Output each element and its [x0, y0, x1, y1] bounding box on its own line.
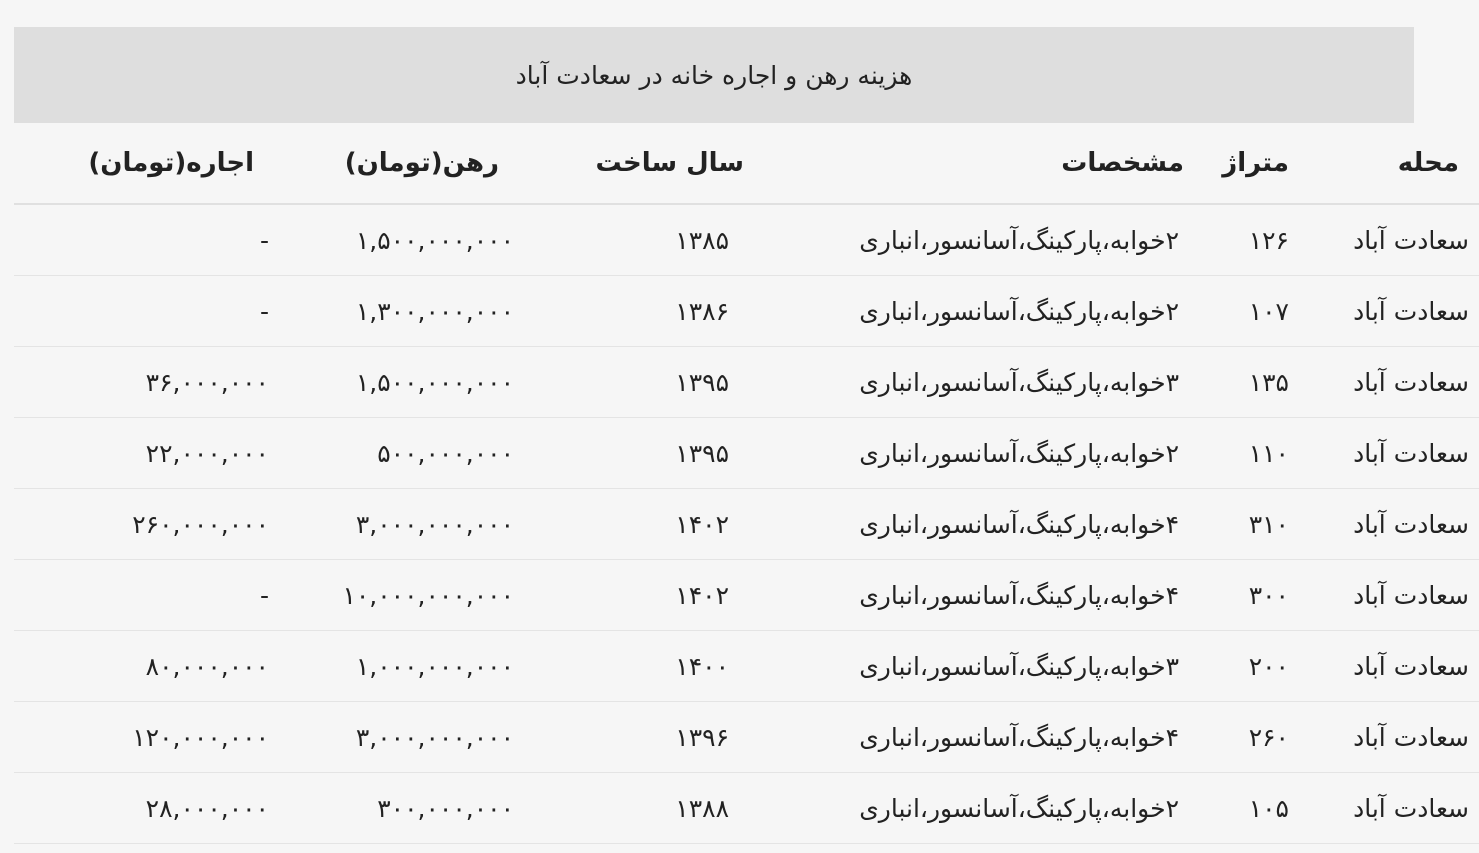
- header-build-year: سال ساخت: [514, 123, 744, 204]
- cell-features: ۴خوابه،پارکینگ،آسانسور،انباری: [744, 489, 1199, 560]
- cell-deposit: ۱,۰۰۰,۰۰۰,۰۰۰: [269, 631, 514, 702]
- cell-deposit: ۳۰۰,۰۰۰,۰۰۰: [269, 773, 514, 844]
- cell-rent: ۸۰,۰۰۰,۰۰۰: [14, 631, 269, 702]
- table-row: [14, 204, 1479, 276]
- cell-area: ۱۱۰: [1199, 418, 1289, 489]
- cell-features: ۴خوابه،پارکینگ،آسانسور،انباری: [744, 560, 1199, 631]
- header-deposit: رهن(تومان): [269, 123, 514, 204]
- cell-features: ۲خوابه،پارکینگ،آسانسور،انباری: [744, 204, 1199, 276]
- cell-neighborhood: سعادت آباد: [1289, 560, 1479, 631]
- header-neighborhood: محله: [1289, 123, 1479, 204]
- table-row: [14, 702, 1479, 773]
- cell-deposit: ۱,۳۰۰,۰۰۰,۰۰۰: [269, 276, 514, 347]
- cell-features: ۳خوابه،پارکینگ،آسانسور،انباری: [744, 347, 1199, 418]
- cell-rent: ۲۲,۰۰۰,۰۰۰: [14, 418, 269, 489]
- cell-build-year: ۱۳۸۵: [514, 204, 744, 276]
- cell-deposit: ۳,۰۰۰,۰۰۰,۰۰۰: [269, 489, 514, 560]
- cell-build-year: ۱۴۰۲: [514, 560, 744, 631]
- cell-build-year: ۱۳۹۵: [514, 418, 744, 489]
- cell-deposit: ۱,۵۰۰,۰۰۰,۰۰۰: [269, 204, 514, 276]
- cell-features: ۲خوابه،پارکینگ،آسانسور،انباری: [744, 418, 1199, 489]
- cell-rent: ۲۶۰,۰۰۰,۰۰۰: [14, 489, 269, 560]
- header-features: مشخصات: [744, 123, 1199, 204]
- cell-features: ۴خوابه،پارکینگ،آسانسور،انباری: [744, 702, 1199, 773]
- cell-rent: ۱۲۰,۰۰۰,۰۰۰: [14, 702, 269, 773]
- cell-area: ۱۰۷: [1199, 276, 1289, 347]
- cell-features: ۲خوابه،پارکینگ،آسانسور،انباری: [744, 276, 1199, 347]
- cell-neighborhood: سعادت آباد: [1289, 347, 1479, 418]
- header-area: متراژ: [1199, 123, 1289, 204]
- table-row: [14, 418, 1479, 489]
- table-header-row: [14, 123, 1479, 204]
- cell-build-year: ۱۳۹۶: [514, 702, 744, 773]
- cell-rent: ۲۸,۰۰۰,۰۰۰: [14, 773, 269, 844]
- table-body: [14, 204, 1479, 844]
- cell-build-year: ۱۳۹۵: [514, 347, 744, 418]
- cell-features: ۲خوابه،پارکینگ،آسانسور،انباری: [744, 773, 1199, 844]
- table-row: [14, 489, 1479, 560]
- cell-area: ۲۰۰: [1199, 631, 1289, 702]
- header-rent: اجاره(تومان): [14, 123, 269, 204]
- cell-neighborhood: سعادت آباد: [1289, 773, 1479, 844]
- table-row: [14, 560, 1479, 631]
- cell-neighborhood: سعادت آباد: [1289, 204, 1479, 276]
- cell-neighborhood: سعادت آباد: [1289, 631, 1479, 702]
- cell-neighborhood: سعادت آباد: [1289, 702, 1479, 773]
- cell-deposit: ۱۰,۰۰۰,۰۰۰,۰۰۰: [269, 560, 514, 631]
- table-row: [14, 773, 1479, 844]
- cell-neighborhood: سعادت آباد: [1289, 276, 1479, 347]
- cell-rent: ۳۶,۰۰۰,۰۰۰: [14, 347, 269, 418]
- cell-neighborhood: سعادت آباد: [1289, 418, 1479, 489]
- cell-build-year: ۱۴۰۲: [514, 489, 744, 560]
- cell-build-year: ۱۴۰۰: [514, 631, 744, 702]
- cell-rent: -: [14, 276, 269, 347]
- cell-deposit: ۱,۵۰۰,۰۰۰,۰۰۰: [269, 347, 514, 418]
- cell-rent: -: [14, 560, 269, 631]
- table-title: هزینه رهن و اجاره خانه در سعادت آباد: [14, 27, 1414, 123]
- cell-neighborhood: سعادت آباد: [1289, 489, 1479, 560]
- cell-deposit: ۳,۰۰۰,۰۰۰,۰۰۰: [269, 702, 514, 773]
- cell-rent: -: [14, 204, 269, 276]
- cell-area: ۱۰۵: [1199, 773, 1289, 844]
- table-row: [14, 347, 1479, 418]
- cell-area: ۳۰۰: [1199, 560, 1289, 631]
- cell-deposit: ۵۰۰,۰۰۰,۰۰۰: [269, 418, 514, 489]
- cell-area: ۲۶۰: [1199, 702, 1289, 773]
- table-row: [14, 631, 1479, 702]
- cell-area: ۳۱۰: [1199, 489, 1289, 560]
- table-row: [14, 276, 1479, 347]
- cell-area: ۱۲۶: [1199, 204, 1289, 276]
- cell-build-year: ۱۳۸۸: [514, 773, 744, 844]
- cell-build-year: ۱۳۸۶: [514, 276, 744, 347]
- price-table-container: [14, 27, 1469, 844]
- cell-features: ۳خوابه،پارکینگ،آسانسور،انباری: [744, 631, 1199, 702]
- price-table: [14, 123, 1479, 844]
- cell-area: ۱۳۵: [1199, 347, 1289, 418]
